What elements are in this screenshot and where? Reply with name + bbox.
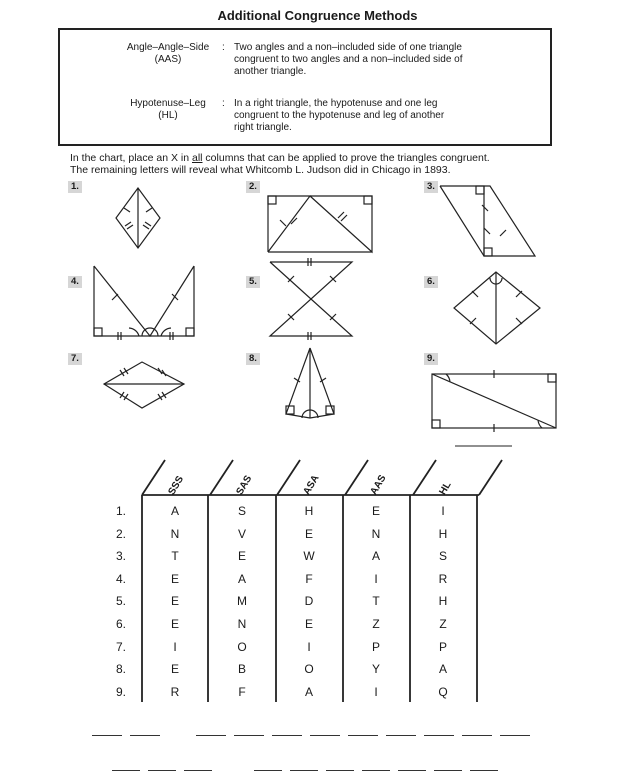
chart-cell-hl[interactable]: P — [438, 639, 447, 654]
chart-cell-aas[interactable]: A — [371, 549, 380, 564]
chart-cell-aas[interactable]: P — [371, 639, 380, 654]
chart-row-label: 2. — [115, 526, 126, 541]
definition-abbr: (HL) — [158, 110, 178, 121]
chart-row-label: 1. — [115, 504, 126, 518]
chart-cell-aas[interactable]: Y — [371, 662, 380, 677]
problem-label: 8. — [246, 353, 260, 365]
chart-cell-hl[interactable]: Z — [439, 617, 447, 631]
chart-row-label: 4. — [115, 571, 126, 586]
chart-cell-asa[interactable]: H — [304, 504, 314, 518]
chart-row-label: 6. — [115, 617, 126, 631]
chart-row-label: 5. — [115, 594, 126, 609]
chart-cell-sss[interactable]: E — [170, 617, 179, 631]
chart-cell-sss[interactable]: E — [170, 571, 179, 586]
chart-cell-aas[interactable]: E — [371, 504, 380, 518]
chart-cell-aas[interactable]: T — [372, 594, 380, 609]
definition-colon: : — [222, 98, 225, 109]
definition-line: congruent to two angles and a non–included side of — [234, 54, 463, 65]
figure-4-triangles — [94, 266, 194, 340]
chart-cell-sss[interactable]: R — [170, 684, 180, 699]
chart-cell-asa[interactable]: W — [303, 549, 315, 564]
chart-row-label: 3. — [115, 549, 126, 564]
column-header-sas: SAS — [234, 473, 255, 497]
instructions-text: In the chart, place an X in — [70, 152, 192, 164]
definition-term: Angle–Angle–Side — [126, 42, 210, 53]
chart-row-label: 7. — [115, 639, 126, 654]
column-header-aas: AAS — [368, 473, 389, 497]
chart-cell-sas[interactable]: O — [237, 639, 247, 654]
definition-colon: : — [222, 42, 225, 53]
chart-cell-hl[interactable]: S — [438, 549, 447, 564]
definition-line: Two angles and a non–included side of one triangle — [234, 42, 462, 53]
chart-cell-sss[interactable]: N — [170, 526, 180, 541]
definition-abbr: (AAS) — [154, 54, 182, 65]
instructions-line2: The remaining letters will reveal what Whitcomb L. Judson did in Chicago in 1893. — [70, 164, 451, 176]
figure-8-triangles — [286, 348, 334, 418]
chart-cell-asa[interactable]: F — [305, 571, 313, 586]
chart-row-label: 8. — [115, 662, 126, 677]
chart-cell-sas[interactable]: S — [237, 504, 246, 518]
definition-term: Hypotenuse–Leg — [130, 98, 206, 109]
chart-cell-hl[interactable]: I — [441, 504, 445, 518]
definition-line: congruent to the hypotenuse and leg of another — [234, 110, 445, 121]
chart-cell-sss[interactable]: A — [170, 504, 179, 518]
problem-label: 2. — [246, 181, 260, 193]
chart-cell-sas[interactable]: N — [237, 617, 247, 631]
figure-5-triangles — [270, 258, 352, 340]
chart-cell-aas[interactable]: Z — [372, 617, 380, 631]
chart-cell-asa[interactable]: O — [304, 662, 314, 677]
chart-cell-hl[interactable]: R — [438, 571, 448, 586]
chart-cell-sss[interactable]: E — [170, 594, 179, 609]
figure-7-kite — [104, 362, 184, 408]
chart-cell-asa[interactable]: E — [304, 526, 313, 541]
definition-line: In a right triangle, the hypotenuse and one leg — [234, 98, 438, 109]
figure-3-triangles — [440, 186, 535, 256]
chart-cell-asa[interactable]: I — [307, 639, 311, 654]
chart-cell-sas[interactable]: M — [237, 594, 247, 609]
instructions-text: columns that can be applied to prove the triangles congruent. — [202, 152, 490, 164]
problem-label: 9. — [424, 353, 438, 365]
chart-cell-aas[interactable]: N — [371, 526, 381, 541]
column-header-asa: ASA — [301, 473, 322, 497]
definition-line: another triangle. — [234, 66, 307, 77]
chart-cell-hl[interactable]: A — [438, 662, 447, 677]
column-header-hl: HL — [437, 479, 454, 497]
chart-cell-sas[interactable]: B — [237, 662, 246, 677]
definition-line: right triangle. — [234, 122, 292, 133]
chart-cell-asa[interactable]: D — [304, 594, 314, 609]
problem-label: 6. — [424, 276, 438, 288]
chart-cell-asa[interactable]: A — [304, 684, 313, 699]
column-header-sss: SSS — [166, 474, 187, 497]
chart-cell-sas[interactable]: A — [237, 571, 246, 586]
chart-row-label: 9. — [115, 684, 126, 699]
chart-cell-sas[interactable]: V — [237, 526, 246, 541]
chart-cell-hl[interactable]: H — [438, 594, 448, 609]
figure-1-kite — [116, 188, 160, 248]
chart-cell-sss[interactable]: E — [170, 662, 179, 677]
chart-cell-hl[interactable]: H — [438, 526, 448, 541]
chart-cell-hl[interactable]: Q — [438, 684, 448, 699]
chart-cell-aas[interactable]: I — [374, 684, 378, 699]
figure-6-rhombus — [454, 272, 540, 344]
worksheet-title: Additional Congruence Methods — [217, 8, 418, 23]
chart-cell-sas[interactable]: E — [237, 549, 246, 564]
problem-label: 4. — [68, 276, 82, 288]
chart-cell-sss[interactable]: T — [171, 549, 179, 564]
chart-cell-sss[interactable]: I — [173, 639, 177, 654]
chart-cell-asa[interactable]: E — [304, 617, 313, 631]
problem-label: 7. — [68, 353, 82, 365]
figure-9-rectangle — [432, 370, 556, 432]
chart-cell-sas[interactable]: F — [238, 684, 246, 699]
problem-label: 3. — [424, 181, 438, 193]
instructions-emphasis: all — [192, 152, 203, 164]
problem-label: 1. — [68, 181, 82, 193]
chart-cell-aas[interactable]: I — [374, 571, 378, 586]
problem-label: 5. — [246, 276, 260, 288]
figure-2-triangles — [268, 196, 372, 252]
